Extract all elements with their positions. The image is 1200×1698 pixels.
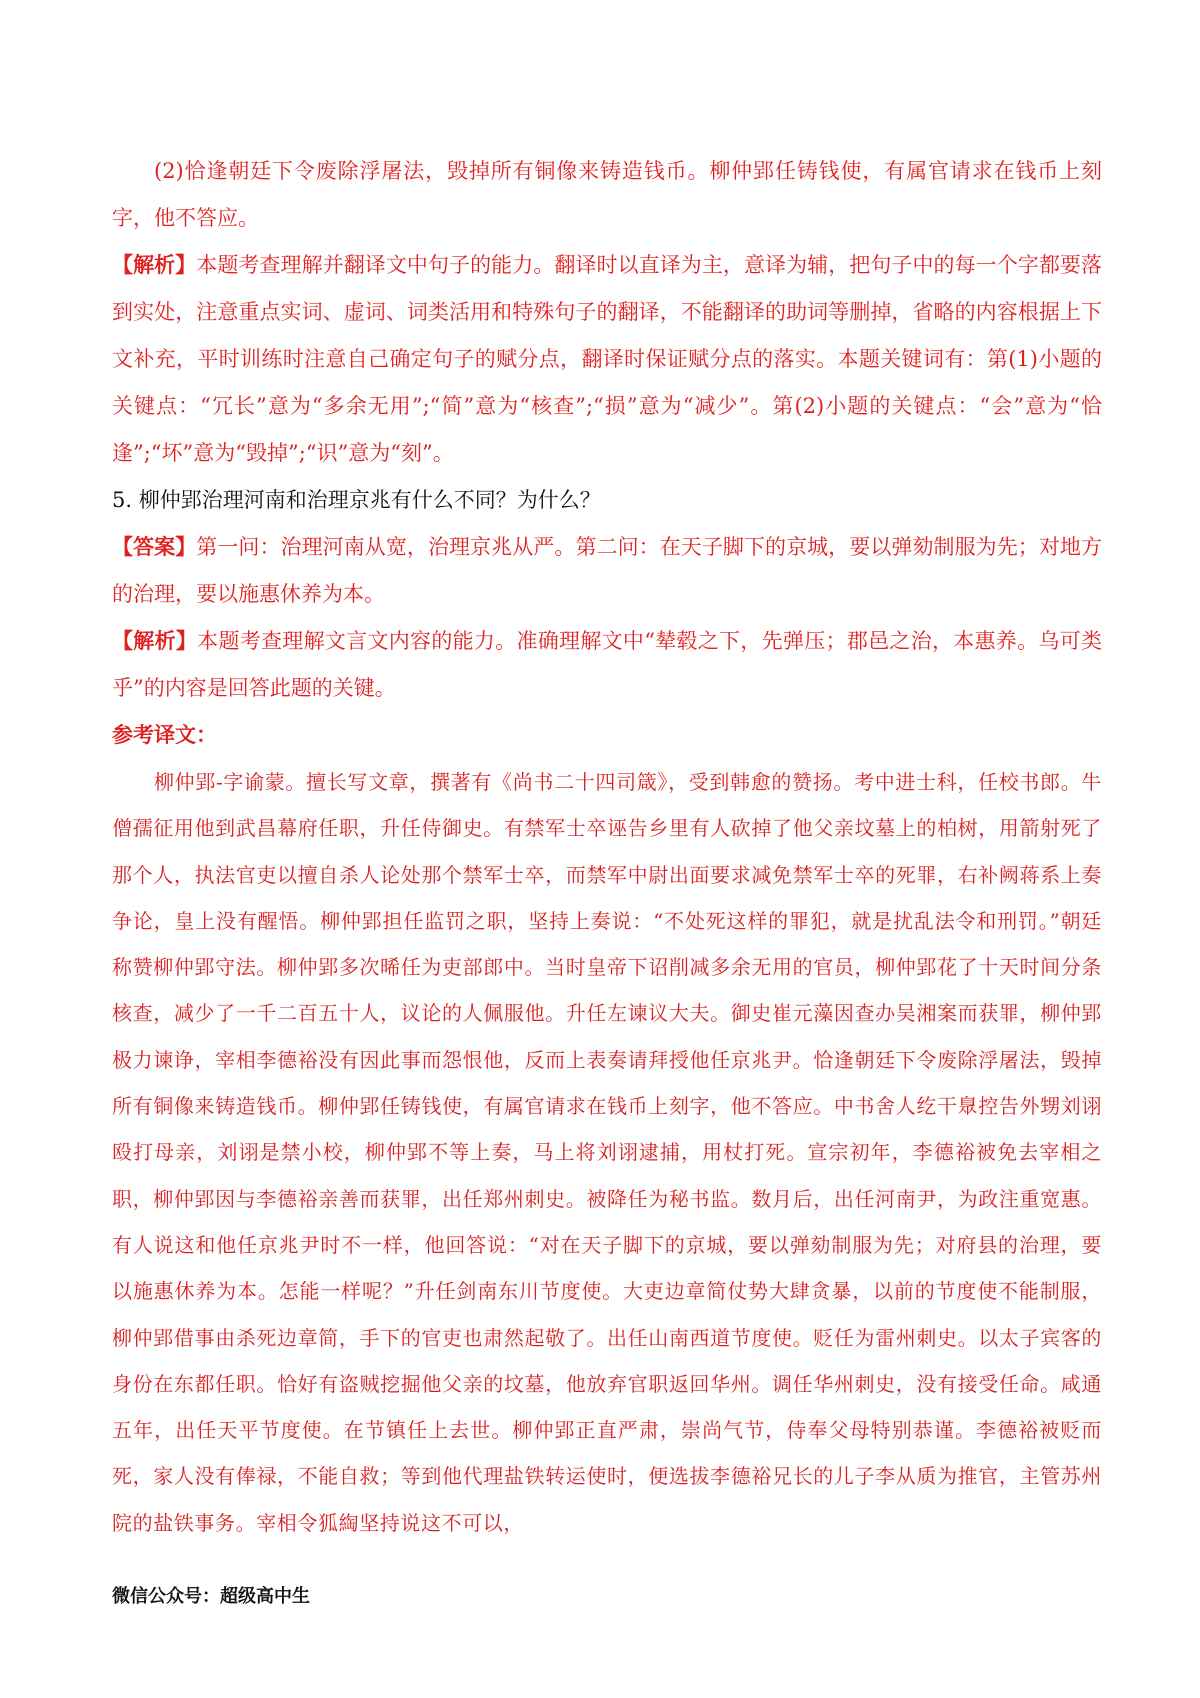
analysis-tag: 【解析】 xyxy=(112,253,197,277)
translation-item-2: (2)恰逢朝廷下令废除浮屠法，毁掉所有铜像来铸造钱币。柳仲郢任铸钱使，有属官请求在钱币上刻字，他不答应。 xyxy=(112,159,1102,230)
document-body xyxy=(112,148,1102,1546)
answer-text: 第一问：治理河南从宽，治理京兆从严。第二问：在天子脚下的京城，要以弹劾制服为先；对地方的治理，要以施惠休养为本。 xyxy=(112,535,1103,606)
question-5: 5. 柳仲郢治理河南和治理京兆有什么不同？为什么？ xyxy=(112,488,601,512)
analysis-text: 本题考查理解并翻译文中句子的能力。翻译时以直译为主，意译为辅，把句子中的每一个字都要落到实处，注意重点实词、虚词、词类活用和特殊句子的翻译，不能翻译的助词等删掉，省略的内容根据上下文补充，平时训练时注意自己确定句子的赋分点，翻译时保证赋分点的落实。本题关键词有：第(1)小题的关键点：“冗长”意为“多余无用”;“简”意为“核查”;“损”意为“减少”。第(2)小题的关键点：“会”意为“恰逢”;“坏”意为“毁掉”;“识”意为“刻”。 xyxy=(112,253,1103,465)
answer-paragraph xyxy=(112,524,1102,618)
analysis-text: 本题考查理解文言文内容的能力。准确理解文中“辇毂之下，先弹压；郡邑之治，本惠养。乌可类乎”的内容是回答此题的关键。 xyxy=(112,629,1103,700)
answer-tag: 【答案】 xyxy=(112,535,197,559)
reference-translation-text: 柳仲郢-字谕蒙。擅长写文章，撰著有《尚书二十四司箴》，受到韩愈的赞扬。考中进士科，任校书郎。牛僧孺征用他到武昌幕府任职，升任侍御史。有禁军士卒诬告乡里有人砍掉了他父亲坟墓上的柏树，用箭射死了那个人，执法官吏以擅自杀人论处那个禁军士卒，而禁军中尉出面要求减免禁军士卒的死罪，右补阙蒋系上奏争论，皇上没有醒悟。柳仲郢担任监罚之职，坚持上奏说：“不处死这样的罪犯，就是扰乱法令和刑罚。”朝廷称赞柳仲郢守法。柳仲郢多次晞任为吏部郎中。当时皇帝下诏削减多余无用的官员，柳仲郢花了十天时间分条核查，减少了一千二百五十人，议论的人佩服他。升任左谏议大夫。御史崔元藻因查办吴湘案而获罪，柳仲郢极力谏诤，宰相李德裕没有因此事而怨恨他，反而上表奏请拜授他任京兆尹。恰逢朝廷下令废除浮屠法，毁掉所有铜像来铸造钱币。柳仲郢任铸钱使，有属官请求在钱币上刻字，他不答应。中书舍人纥干臮控告外甥刘诩殴打母亲，刘诩是禁小校，柳仲郢不等上奏，马上将刘诩逮捕，用杖打死。宣宗初年，李德裕被免去宰相之职，柳仲郢因与李德裕亲善而获罪，出任郑州刺史。被降任为秘书监。数月后，出任河南尹，为政注重宽惠。有人说这和他任京兆尹时不一样，他回答说：“对在天子脚下的京城，要以弹劾制服为先；对府县的治理，要以施惠休养为本。怎能一样呢？”升任剑南东川节度使。大吏边章简仗势大肆贪暴，以前的节度使不能制服，柳仲郢借事由杀死边章简，手下的官吏也肃然起敬了。出任山南西道节度使。贬任为雷州刺史。以太子宾客的身份在东都任职。恰好有盗贼挖掘他父亲的坟墓，他放弃官职返回华州。调任华州刺史，没有接受任命。咸通五年，出任天平节度使。在节镇任上去世。柳仲郢正直严肃，崇尚气节，侍奉父母特别恭谨。李德裕被贬而死，家人没有俸禄，不能自救；等到他代理盐铁转运使时，便选拔李德裕兄长的儿子李从质为推官，主管苏州院的盐铁事务。宰相令狐綯坚持说这不可以， xyxy=(112,770,1102,1535)
analysis-tag: 【解析】 xyxy=(112,629,198,653)
reference-translation-heading: 参考译文： xyxy=(112,723,217,747)
analysis-paragraph-1 xyxy=(112,242,1102,477)
analysis-paragraph-2 xyxy=(112,618,1102,712)
footer-wechat-account: 微信公众号：超级高中生 xyxy=(112,1586,310,1607)
